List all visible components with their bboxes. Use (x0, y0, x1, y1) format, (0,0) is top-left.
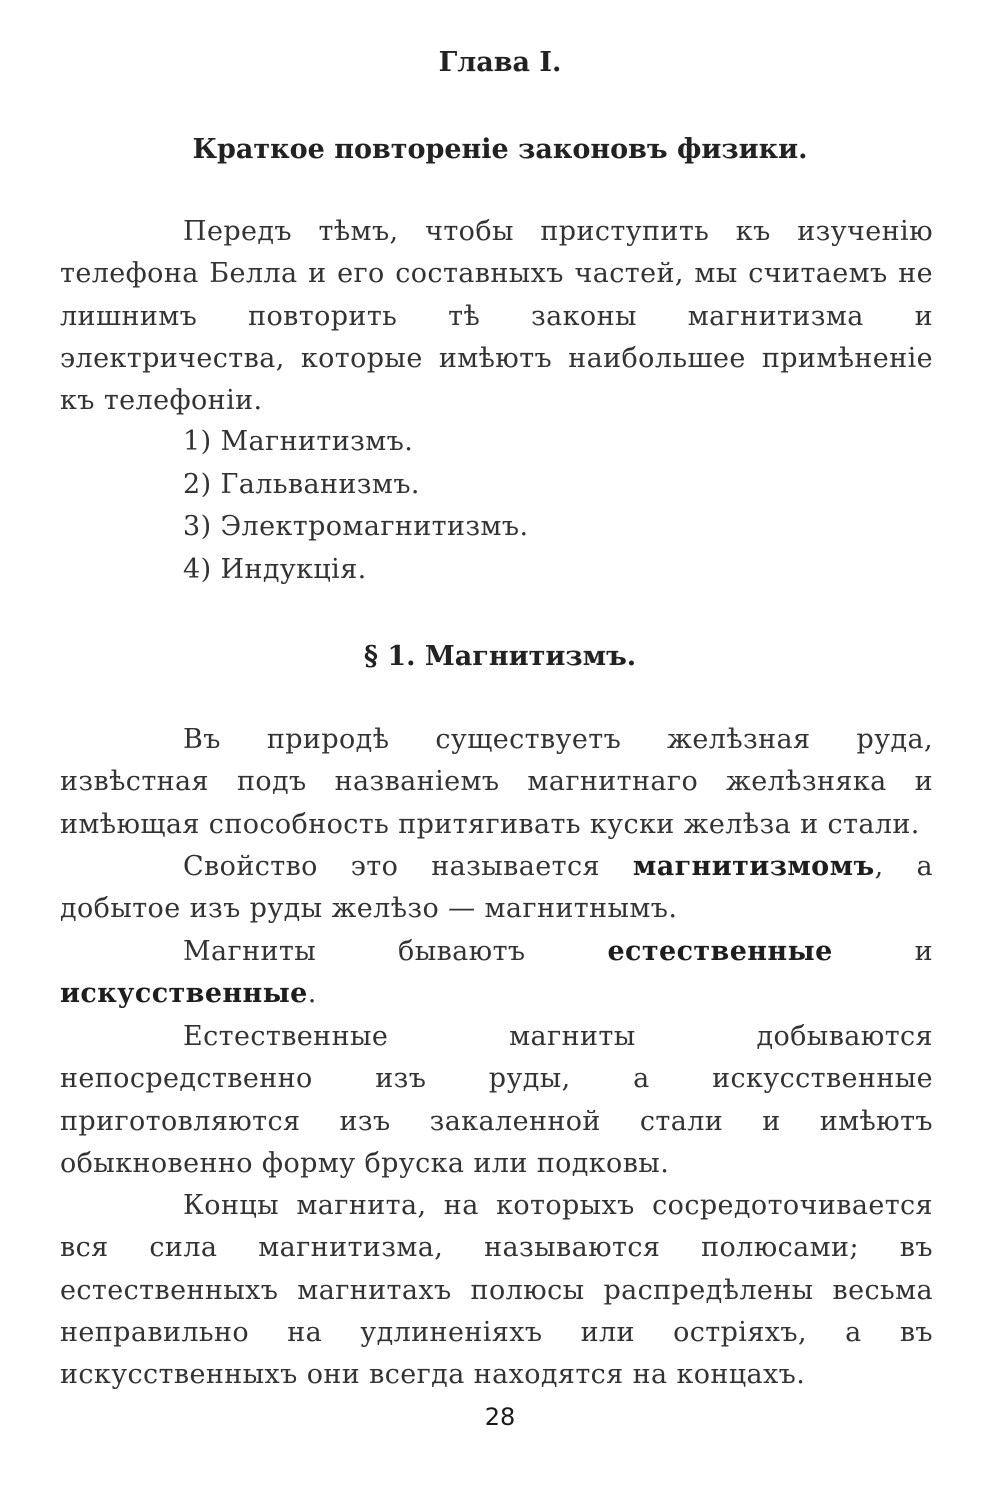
paragraph-text: , а добытое изъ руды желѣзо — магнитнымъ. (60, 851, 933, 925)
chapter-title: Глава I. (438, 47, 562, 78)
paragraph-magnet-origin (60, 1016, 933, 1185)
intro-paragraph: Передъ тѣмъ, чтобы приступить къ изученію телефона Белла и его составныхъ частей, мы считаемъ не лишнимъ повторить тѣ законы магнитизма и электричества, которые имѣютъ наибольшее примѣненіе къ телефоніи. (60, 216, 933, 417)
paragraph-text: Въ природѣ существуетъ желѣзная руда, извѣстная подъ названіемъ магнитнаго желѣзняка и имѣющая способность притягивать куски желѣза и стали. (60, 724, 933, 840)
paragraph-text: и (832, 936, 933, 967)
paragraph-poles (60, 1185, 933, 1396)
topic-item: 3) Электромагнитизмъ. (183, 511, 529, 542)
topic-item: 4) Индукція. (183, 553, 367, 585)
paragraph-text: Естественные магниты добываются непосредственно изъ руды, а искусственные приготовляются изъ закаленной стали и имѣютъ обыкновенно форму бруска или подковы. (60, 1021, 933, 1179)
page-number: 28 (484, 1403, 516, 1431)
paragraph-magnetism-definition (60, 846, 933, 931)
term-artificial: искусственные (60, 978, 308, 1010)
topic-item: 1) Магнитизмъ. (183, 426, 414, 457)
chapter-subtitle: Краткое повтореніе законовъ физики. (192, 134, 808, 165)
paragraph-text: Концы магнита, на которыхъ сосредоточивается вся сила магнитизма, называются полюсами; въ естественныхъ магнитахъ полюсы распредѣлены весьма неправильно на удлиненіяхъ или остріяхъ, а въ искусственныхъ они всегда находятся на концахъ. (60, 1190, 933, 1391)
term-natural: естественные (607, 936, 833, 967)
topic-item: 2) Гальванизмъ. (183, 468, 420, 500)
paragraph-text: Свойство это называется (183, 851, 633, 882)
paragraph-magnetic-ore (60, 719, 933, 846)
section-title: § 1. Магнитизмъ. (363, 641, 637, 672)
paragraph-text: Магниты бываютъ (183, 936, 608, 967)
term-magnetism: магнитизмомъ (632, 851, 875, 882)
paragraph-magnet-types (60, 931, 933, 1016)
topics-list (183, 421, 529, 591)
paragraph-text: . (307, 978, 317, 1010)
